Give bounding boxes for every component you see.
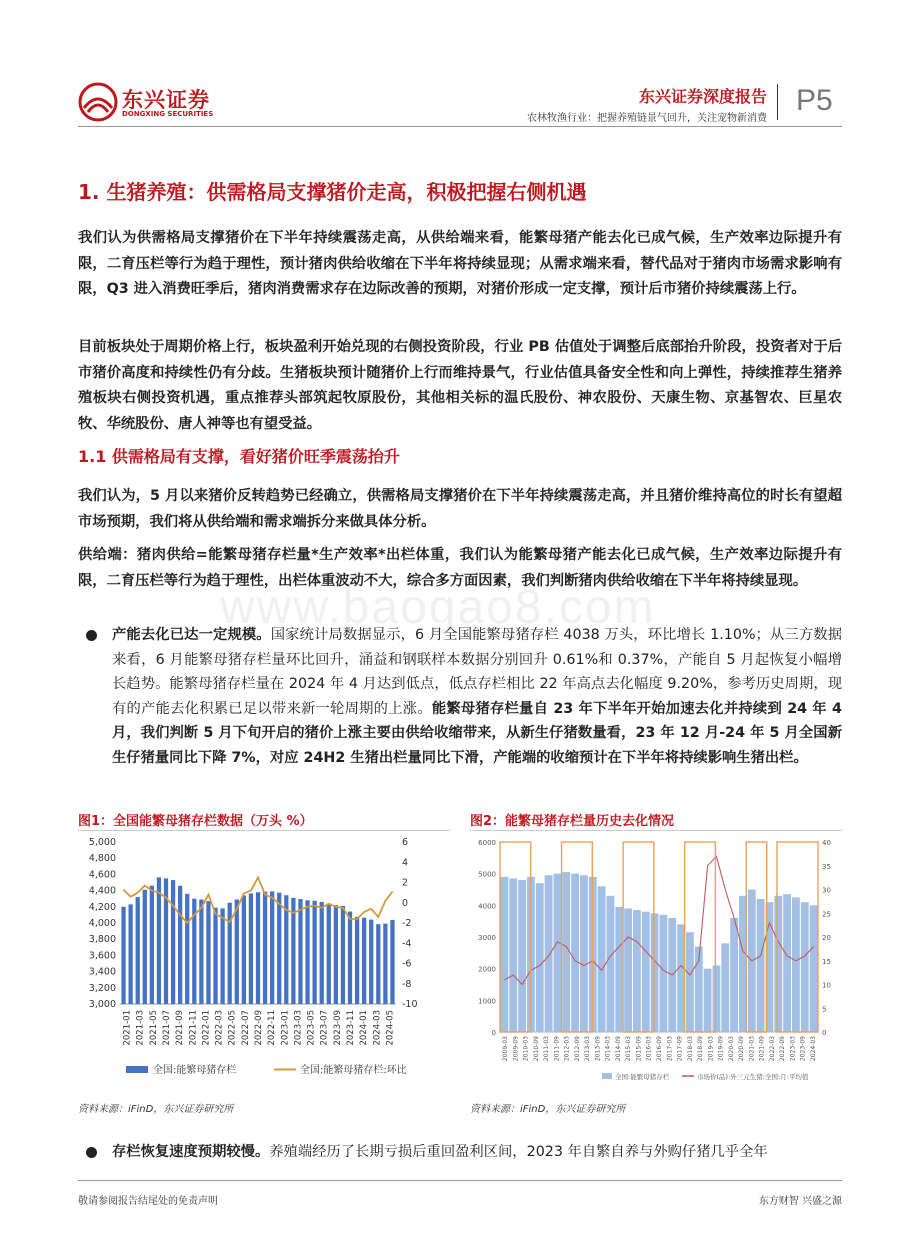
x-axis-tick-label: 2022-09	[779, 1036, 787, 1062]
right-axis-tick-label: 15	[822, 957, 831, 966]
x-axis-tick-label: 2019-09	[717, 1036, 725, 1062]
right-axis-tick-label: 2	[402, 877, 409, 889]
x-axis-tick-label: 2023-07	[319, 1010, 330, 1046]
x-axis-tick-label: 2021-09	[175, 1010, 186, 1046]
x-axis-tick-label: 2020-09	[738, 1036, 746, 1062]
left-axis-tick-label: 6000	[478, 839, 496, 847]
bar	[554, 874, 562, 1032]
bar	[235, 900, 239, 1004]
right-axis-tick-label: -6	[402, 958, 412, 970]
bar	[801, 902, 809, 1032]
figure-2-source: 资料来源：iFinD，东兴证券研究所	[470, 1104, 626, 1115]
bar	[178, 886, 182, 1004]
bar	[136, 897, 140, 1004]
left-axis-tick-label: 2000	[478, 965, 496, 974]
x-axis-tick-label: 2021-09	[758, 1036, 766, 1062]
x-axis-tick-label: 2014-09	[614, 1036, 622, 1062]
bar	[624, 909, 632, 1033]
section-1-paragraph-1: 我们认为供需格局支撑猪价在下半年持续震荡走高，从供给端来看，能繁母猪产能去化已成气候，生产效率边际提升有限，二育压栏等行为趋于理性，预计猪肉供给收缩在下半年将持续显现；从需求端来看，替代品对于猪肉市场需求影响有限，Q3 进入消费旺季后，猪肉消费需求存在边际改善的预期，对猪价形成一定支撑，预计后市猪价持续震荡上行。	[78, 230, 842, 297]
bar	[633, 910, 641, 1032]
legend-bar-swatch	[602, 1073, 612, 1079]
legend-line-label: 全国:能繁母猪存栏:环比	[300, 1065, 407, 1076]
bullet-1-text	[112, 623, 842, 770]
bar	[518, 880, 526, 1032]
bar	[263, 892, 267, 1004]
footer-slogan: 东方财智 兴盛之源	[758, 1196, 842, 1207]
header-rule	[78, 126, 842, 127]
bar	[642, 912, 650, 1032]
bar	[571, 874, 579, 1032]
x-axis-tick-label: 2016-09	[656, 1036, 663, 1062]
right-axis-tick-label: 0	[402, 897, 409, 909]
bar	[355, 917, 359, 1004]
dongxing-logo-icon	[78, 82, 118, 122]
bar	[369, 920, 373, 1004]
x-axis-tick-label: 2010-09	[532, 1036, 540, 1062]
bar	[312, 901, 316, 1004]
bar	[713, 966, 721, 1033]
bar	[206, 901, 210, 1004]
left-axis-tick-label: 1000	[478, 997, 496, 1006]
x-axis-tick-label: 2020-03	[727, 1036, 735, 1062]
bullet-icon	[86, 630, 98, 642]
x-axis-tick-label: 2024-01	[359, 1010, 370, 1046]
right-axis-tick-label: 25	[822, 910, 831, 919]
x-axis-tick-label: 2024-05	[385, 1010, 396, 1046]
bar	[348, 911, 352, 1004]
footer-rule	[78, 1180, 842, 1181]
legend-bar-label: 全国:能繁母猪存栏	[153, 1065, 237, 1076]
section-1-1-paragraph-2: 供给端：猪肉供给=能繁母猪存栏量*生产效率*出栏体重，我们认为能繁母猪产能去化已成气候，生产效率边际提升有限，二育压栏等行为趋于理性，出栏体重波动不大，综合多方面因素，我们判断猪肉供给收缩在下半年将持续显现。	[78, 547, 842, 589]
bar	[121, 907, 125, 1004]
left-axis-tick-label: 4,400	[88, 885, 116, 897]
bar	[277, 893, 281, 1004]
left-axis-tick-label: 4,200	[88, 901, 116, 913]
report-subtitle: 农林牧渔行业：把握养殖链景气回升，关注宠物新消费	[527, 113, 767, 124]
left-axis-tick-label: 3,400	[88, 966, 116, 978]
left-axis-tick-label: 3,800	[88, 934, 116, 946]
bar	[501, 877, 509, 1032]
x-axis-tick-label: 2012-09	[573, 1036, 581, 1062]
right-axis-tick-label: 40	[822, 839, 831, 847]
bar	[686, 932, 694, 1032]
bullet-2-body: 养殖端经历了长期亏损后重回盈利区间，2023 年自繁自养与外购仔猪几乎全年	[269, 1144, 768, 1160]
figure-2-title: 图2：能繁母猪存栏量历史去化情况	[470, 814, 675, 829]
x-axis-tick-label: 2016-03	[645, 1036, 653, 1062]
logo-english-name: DONGXING SECURITIES	[122, 110, 214, 118]
x-axis-tick-label: 2009-09	[512, 1036, 520, 1062]
left-axis-tick-label: 4,800	[88, 853, 116, 865]
x-axis-tick-label: 2017-09	[676, 1036, 684, 1062]
right-axis-tick-label: 5	[822, 1005, 827, 1014]
figure-2-top-rule	[470, 830, 842, 831]
x-axis-tick-label: 2015-09	[635, 1036, 643, 1062]
bar	[383, 924, 387, 1004]
figure-1-title: 图1：全国能繁母猪存栏数据（万头 %）	[78, 814, 313, 829]
bar	[249, 893, 253, 1004]
right-axis-tick-label: 30	[822, 886, 831, 895]
x-axis-tick-label: 2019-03	[707, 1036, 715, 1062]
x-axis-tick-label: 2022-03	[768, 1036, 776, 1062]
x-axis-tick-label: 2021-03	[748, 1036, 756, 1062]
x-axis-tick-label: 2011-03	[543, 1036, 551, 1062]
bar	[305, 900, 309, 1004]
bar	[598, 886, 606, 1032]
bar	[157, 877, 161, 1004]
bar	[284, 895, 288, 1004]
x-axis-tick-label: 2023-09	[332, 1010, 343, 1046]
x-axis-tick-label: 2023-09	[799, 1036, 807, 1062]
x-axis-tick-label: 2021-05	[148, 1010, 159, 1046]
left-axis-tick-label: 5000	[478, 870, 496, 879]
bar	[704, 969, 712, 1032]
right-axis-tick-label: 6	[402, 837, 409, 848]
right-axis-tick-label: -10	[402, 999, 418, 1010]
bar	[334, 905, 338, 1004]
bar	[320, 902, 324, 1004]
bullet-2-lead: 存栏恢复速度预期较慢。	[112, 1144, 270, 1160]
bar	[256, 892, 260, 1004]
x-axis-tick-label: 2022-05	[227, 1010, 238, 1046]
right-axis-tick-label: -8	[402, 978, 412, 990]
bar	[730, 918, 738, 1032]
x-axis-tick-label: 2022-11	[267, 1010, 278, 1046]
logo-chinese-name: 东兴证券	[122, 88, 210, 112]
x-axis-tick-label: 2024-03	[372, 1010, 383, 1046]
x-axis-tick-label: 2023-03	[293, 1010, 304, 1046]
left-axis-tick-label: 3,600	[88, 950, 116, 962]
bar	[509, 878, 517, 1032]
x-axis-tick-label: 2023-11	[346, 1010, 356, 1046]
x-axis-tick-label: 2017-03	[666, 1036, 674, 1062]
bar	[810, 905, 818, 1032]
bar	[580, 875, 588, 1032]
bar	[143, 890, 147, 1004]
right-axis-tick-label: -4	[402, 938, 412, 950]
legend-line-label: 市场价(品):外三元生猪:全国:月:平均值	[697, 1073, 809, 1081]
bar	[757, 899, 765, 1032]
left-axis-tick-label: 0	[491, 1029, 496, 1037]
bar	[651, 913, 659, 1032]
x-axis-tick-label: 2015-03	[625, 1036, 633, 1062]
left-axis-tick-label: 3,000	[88, 999, 116, 1010]
left-axis-tick-label: 4000	[478, 902, 496, 911]
bar	[721, 943, 729, 1032]
x-axis-tick-label: 2021-01	[122, 1010, 133, 1046]
left-axis-tick-label: 4,000	[88, 918, 116, 929]
bar	[607, 896, 615, 1032]
bar	[171, 880, 175, 1004]
x-axis-tick-label: 2022-03	[214, 1010, 225, 1046]
x-axis-tick-label: 2014-03	[604, 1036, 612, 1062]
left-axis-tick-label: 4,600	[88, 869, 116, 881]
right-axis-tick-label: 20	[822, 934, 831, 942]
bar	[199, 900, 203, 1004]
bar	[242, 895, 246, 1004]
bar	[128, 904, 132, 1004]
bar	[213, 908, 217, 1004]
bar	[150, 886, 154, 1004]
bullet-1-lead: 产能去化已达一定规模。	[112, 627, 271, 643]
bar	[390, 920, 394, 1004]
x-axis-tick-label: 2018-03	[686, 1036, 694, 1062]
header-divider	[777, 84, 778, 120]
section-1-title: 1. 生猪养殖：供需格局支撑猪价走高，积极把握右侧机遇	[78, 180, 587, 204]
footer-disclaimer: 敬请参阅报告结尾处的免责声明	[78, 1196, 218, 1207]
bar	[783, 894, 791, 1032]
bar	[774, 896, 782, 1032]
left-axis-tick-label: 3000	[478, 934, 496, 942]
section-1-paragraph-2: 目前板块处于周期价格上行，板块盈利开始兑现的右侧投资阶段，行业 PB 估值处于调整后底部抬升阶段，投资者对于后市猪价高度和持续性仍有分歧。生猪板块预计随猪价上行而维持景气，行业估值具备安全性和向上弹性，持续推荐生猪养殖板块右侧投资机遇，重点推荐头部筑起牧原股份，其他相关标的温氏股份、神农股份、天康生物、京基智农、巨星农牧、华统股份、唐人神等也有望受益。	[78, 339, 842, 432]
left-axis-tick-label: 3,200	[88, 982, 116, 994]
right-axis-tick-label: 4	[402, 857, 409, 869]
bar	[270, 891, 274, 1004]
bar	[677, 924, 685, 1032]
bullet-icon	[86, 1147, 98, 1159]
bar	[615, 907, 623, 1032]
x-axis-tick-label: 2021-11	[188, 1010, 199, 1046]
figure-1-top-rule	[78, 830, 450, 831]
section-1-1-paragraph-1: 我们认为，5 月以来猪价反转趋势已经确立，供需格局支撑猪价在下半年持续震荡走高，并且猪价维持高位的时长有望超市场预期，我们将从供给端和需求端拆分来做具体分析。	[78, 488, 842, 530]
bar	[545, 875, 553, 1032]
bar	[660, 915, 668, 1032]
bullet-1-bold: 能繁母猪存栏量自 23 年下半年开始加速去化并持续到 24 年 4 月，我们判断 5 月下旬开启的猪价上涨主要由供给收缩带来，从新生仔猪数量看，23 年 12 月-24 年 5 月全国新生仔猪量同比下降 7%，对应 24H2 生猪出栏量同比下滑，产能端的收缩预计在下半年将持续影响生猪出栏。	[112, 700, 843, 766]
x-axis-tick-label: 2022-01	[201, 1010, 212, 1046]
figure-1-chart	[78, 834, 450, 1086]
figure-2-chart	[470, 834, 842, 1086]
x-axis-tick-label: 2011-09	[553, 1036, 561, 1062]
x-axis-tick-label: 2012-03	[563, 1036, 571, 1062]
x-axis-tick-label: 2022-09	[254, 1010, 264, 1046]
bar	[536, 883, 544, 1032]
legend-bar-swatch	[126, 1066, 148, 1073]
company-logo	[78, 82, 228, 124]
bullet-1-body: 国家统计局数据显示，6 月全国能繁母猪存栏 4038 万头，环比增长 1.10%；从三方数据来看，6 月能繁母猪存栏量环比回升，涌益和钢联样本数据分别回升 0.61%和 0.37%，产能自 5 月起恢复小幅增长趋势。能繁母猪存栏量在 2024 年 4 月达到低点，低点存栏相比 22 年高点去化幅度 9.20%，参考历史周期，现有的产能去化积累已足以带来新一轮周期的上涨。	[112, 627, 843, 717]
bar	[298, 899, 302, 1004]
x-axis-tick-label: 2021-03	[135, 1010, 146, 1046]
report-name: 东兴证券深度报告	[638, 87, 767, 106]
section-1-1-title: 1.1 供需格局有支撑，看好猪价旺季震荡抬升	[78, 447, 400, 466]
bar	[376, 924, 380, 1004]
bar	[220, 908, 224, 1004]
x-axis-tick-label: 2018-09	[697, 1036, 705, 1062]
right-axis-tick-label: 10	[822, 981, 831, 990]
bar	[327, 903, 331, 1004]
right-axis-tick-label: -2	[402, 918, 412, 929]
left-axis-tick-label: 5,000	[88, 837, 116, 848]
x-axis-tick-label: 2022-07	[240, 1010, 251, 1046]
x-axis-tick-label: 2013-09	[594, 1036, 602, 1062]
x-axis-tick-label: 2010-03	[522, 1036, 530, 1062]
x-axis-tick-label: 2021-07	[162, 1010, 172, 1046]
x-axis-tick-label: 2013-03	[584, 1036, 592, 1062]
page-header	[0, 0, 920, 130]
right-axis-tick-label: 35	[822, 862, 831, 871]
x-axis-tick-label: 2023-05	[306, 1010, 317, 1046]
bar	[185, 894, 189, 1004]
x-axis-tick-label: 2009-03	[502, 1036, 510, 1062]
right-axis-tick-label: 0	[822, 1029, 827, 1037]
x-axis-tick-label: 2024-03	[809, 1036, 817, 1062]
x-axis-tick-label: 2023-01	[280, 1010, 291, 1046]
bar	[362, 918, 366, 1004]
legend-bar-label: 全国:能繁母猪存栏	[615, 1073, 670, 1081]
bar	[562, 872, 570, 1032]
bullet-2-text	[112, 1140, 842, 1165]
bar	[792, 897, 800, 1032]
watermark: www.baogao8.com	[220, 581, 656, 634]
bar	[341, 906, 345, 1004]
figure-1-source: 资料来源：iFinD，东兴证券研究所	[78, 1104, 234, 1115]
x-axis-tick-label: 2023-03	[789, 1036, 797, 1062]
page-number: P5	[796, 84, 833, 117]
